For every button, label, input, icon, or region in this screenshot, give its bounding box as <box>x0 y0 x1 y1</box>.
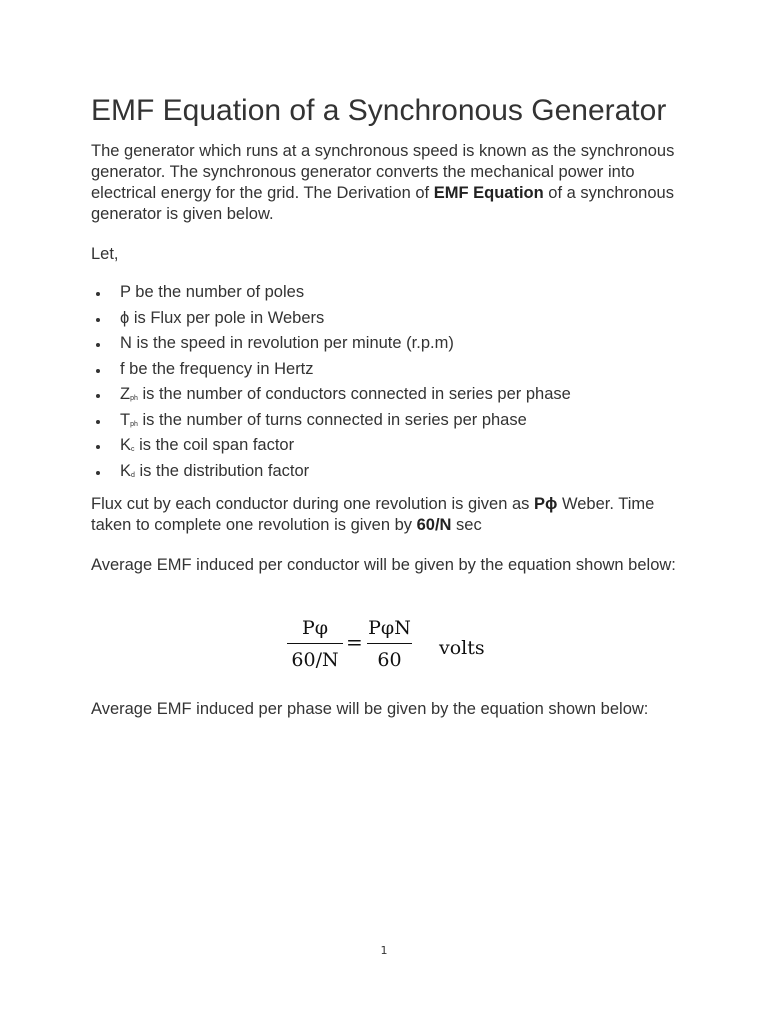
flux-text-3: sec <box>451 516 482 534</box>
symbol-subscript: ph <box>130 395 138 402</box>
page-title: EMF Equation of a Synchronous Generator <box>91 94 667 127</box>
list-item-text: is the distribution factor <box>134 461 310 480</box>
intro-text-2: of a synchronous generator is given below. <box>91 184 674 223</box>
list-item <box>91 384 571 410</box>
flux-text-2: Weber. Time taken to complete one revolution is given by <box>91 495 655 534</box>
intro-text-1: The generator which runs at a synchronous speed is known as the synchronous generator. The synchronous generator converts the mechanical power into electrical energy for the grid. The Derivation of <box>91 142 675 202</box>
intro-paragraph <box>91 141 683 225</box>
page-number: 1 <box>380 944 388 957</box>
bullet-icon <box>96 420 100 424</box>
flux-paragraph <box>91 494 683 536</box>
list-item <box>91 282 571 308</box>
equals-sign: = <box>346 630 363 654</box>
list-item-text: is the number of turns connected in series per phase <box>137 410 527 429</box>
fraction-left <box>287 616 343 672</box>
symbol-subscript: ph <box>130 420 138 428</box>
symbol-main: K <box>120 461 132 480</box>
list-item <box>91 435 571 461</box>
symbol-main: Z <box>120 385 131 403</box>
list-item-text: f be the frequency in Hertz <box>120 359 314 378</box>
flux-text-1: Flux cut by each conductor during one revolution is given as <box>91 495 535 513</box>
bullet-icon <box>96 343 100 347</box>
list-item <box>91 308 571 334</box>
symbol-main: T <box>120 410 131 429</box>
list-item <box>91 410 571 436</box>
list-item-text: P be the number of poles <box>120 283 305 301</box>
flux-bold-60-over-n: 60/N <box>416 516 452 534</box>
let-label: Let, <box>91 245 119 263</box>
intro-bold-emf-equation: EMF Equation <box>433 184 544 202</box>
avg-emf-phase-paragraph: Average EMF induced per phase will be given by the equation shown below: <box>91 700 649 718</box>
equation-unit: volts <box>439 637 485 659</box>
bullet-icon <box>96 471 100 475</box>
bullet-icon <box>96 369 100 373</box>
list-item <box>91 333 571 359</box>
bullet-icon <box>96 394 100 398</box>
fraction-right-denominator: 60 <box>377 649 402 671</box>
symbol-subscript: d <box>131 471 135 479</box>
list-item-text: is the coil span factor <box>134 436 295 454</box>
list-item <box>91 359 571 385</box>
bullet-icon <box>96 445 100 449</box>
bullet-icon <box>96 318 100 322</box>
bullet-icon <box>96 292 100 296</box>
avg-emf-conductor-paragraph: Average EMF induced per conductor will be given by the equation shown below: <box>91 556 676 574</box>
flux-bold-p-phi: Pϕ <box>534 495 558 513</box>
symbol-main: K <box>120 436 132 454</box>
list-item-text: N is the speed in revolution per minute (r.p.m) <box>120 334 454 352</box>
fraction-right-numerator: PφN <box>367 616 412 644</box>
symbol-subscript: c <box>131 446 135 453</box>
fraction-left-numerator: Pφ <box>287 616 343 644</box>
fraction-right <box>367 616 412 672</box>
list-item-text: ϕ is Flux per pole in Webers <box>120 308 325 327</box>
emf-conductor-equation <box>287 616 487 680</box>
definitions-list <box>91 282 571 486</box>
list-item-text: is the number of conductors connected in series per phase <box>137 385 571 403</box>
fraction-left-denominator: 60/N <box>291 649 339 671</box>
list-item <box>91 461 571 487</box>
